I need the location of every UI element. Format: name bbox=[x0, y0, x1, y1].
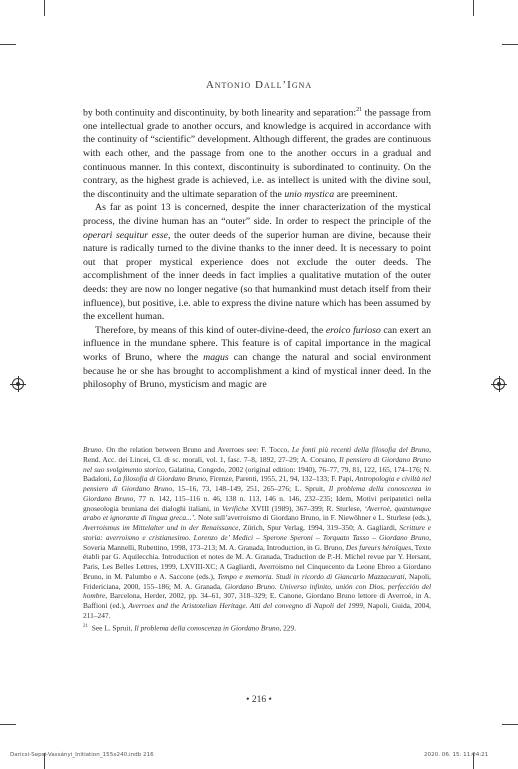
italic-title: Giordano Bruno. Universo infinito, unión con Dios, perfección del hombre bbox=[83, 581, 432, 601]
italic-title: La filosofia di Giordano Bruno bbox=[113, 474, 206, 484]
italic-title: Il problema della conoscenza in Giordano Bruno bbox=[83, 484, 431, 503]
paragraph bbox=[83, 104, 431, 201]
text-run: by both continuity and discontinuity, by both linearity and separation: bbox=[83, 107, 357, 119]
text-run: XVIII (1989), 367–399; R. Sturlese, bbox=[248, 503, 365, 513]
text-run: , the outer deeds of the superior human are divine, because their nature is radically turned to the divine thanks to the inner deed. It is necessary to point out that proper mystical experience does not exclude the outer deeds. The accomplishment of the inner deeds in fact implies a qualitative mutation of the outer deeds: they are now no longer negative (so that humankind must detach itself from their influence), but positive, i.e. able to express the divine nature which has been assumed by the excellent human. bbox=[83, 229, 431, 323]
italic-term: unio mystica bbox=[284, 188, 335, 200]
italic-title: Averroes and the Aristotelian Heritage. Atti del convegno di Napoli del 1999 bbox=[128, 601, 363, 610]
crop-mark bbox=[473, 0, 474, 16]
italic-title: Tempo e memoria. Studi in ricordo di Giancarlo Mazzacurati bbox=[217, 571, 405, 581]
text-run: , Soveria Mannelli, Rubettino, 1998, 173–213; M. A. Granada, Introduction, in G. Bruno, bbox=[83, 532, 431, 552]
text-run: , Rend. Acc. dei Lincei, Cl. di sc. morali, vol. 1, fasc. 7–8, 1892, 27–29; A. Corsano, bbox=[83, 445, 431, 464]
italic-title: ‘Averroè, quantumque arabo et ignorante di lingua greca...’. bbox=[83, 503, 431, 523]
text-run: , Texte établi par G. Aquilecchia. Introduction et notes de M. A. Granada, Traduction de P.-H. Michel revue par Y. Hersant, Paris, Les Belles Lettres, 1999, LXVIII-XC; A Gagliardi, Averroismo nel Cinquecento da Leone Ebreo a Giordano Bruno, in M. Palumbo e A. Saccone (eds.), bbox=[83, 542, 431, 581]
text-run: , Barcelona, Herder, 2002, pp. 34–61, 307, 318–329; E. Canone, Giordano Bruno lettore di Averroè, in A. Baffioni (ed.), bbox=[83, 591, 431, 610]
italic-title: Verifiche bbox=[222, 503, 249, 513]
italic-title: Il pensiero di Giordano Bruno nel suo svolgimento storico bbox=[83, 454, 431, 474]
paragraph bbox=[83, 201, 431, 323]
text-run: can change the natural and social environment because he or she has brought to accomplishment a kind of mystical inner deed. In the philosophy of Bruno, mysticism and magic are bbox=[83, 351, 431, 391]
text-run: , Napoli, Fridericiana, 2000, 155–186; M. A. Granada, bbox=[83, 571, 431, 591]
text-run: . On the relation between Bruno and Averroes see: F. Tocco, bbox=[101, 445, 292, 454]
text-run: Note sull’averroismo di Giordano Bruno, in F. Niewöhner e L. Sturlese (eds.), bbox=[195, 513, 431, 523]
crop-mark bbox=[0, 724, 16, 725]
italic-title: Averroismus im Mittelalter und in der Renaissance bbox=[83, 523, 239, 532]
text-run: , 77 n. 142, 115–116 n. 46, 138 n. 113, 146 n. 146, 232–235; Idem, Motivi peripatetici nella gnoseologia bruniana dei dialoghi italiani, in bbox=[83, 493, 431, 513]
paragraph bbox=[83, 324, 431, 392]
text-run: , 15–16, 73, 148–149, 251, 265–276; L. Spruit, bbox=[172, 484, 329, 493]
footnote bbox=[83, 622, 431, 633]
footnote bbox=[83, 445, 431, 621]
registration-mark-icon bbox=[493, 378, 505, 390]
footnotes bbox=[83, 445, 431, 633]
crop-mark bbox=[44, 0, 45, 16]
footnote-ref: 21 bbox=[356, 107, 363, 113]
italic-title: Des fureurs héroïques bbox=[345, 542, 412, 552]
text-run: , Galatina, Congedo, 2002 (original edition: 1940), 76–77, 79, 81, 122, 165, 174–176; N. Badaloni, bbox=[83, 464, 431, 484]
crop-mark bbox=[502, 44, 518, 45]
footnote-number: 21 bbox=[83, 623, 88, 629]
text-run: , 229. bbox=[279, 622, 297, 632]
page-number: • 216 • bbox=[246, 695, 272, 705]
italic-title: Il problema della conoscenza in Giordano Bruno bbox=[134, 622, 280, 632]
text-run: , Zürich, Spur Verlag, 1994, 319–350; A. Gagliardi, bbox=[238, 523, 400, 532]
text-run: , Firenze, Parenti, 1955, 21, 94, 132–133; F. Papi, bbox=[205, 474, 356, 484]
print-slug-timestamp: 2020. 06. 15. 11:04:21 bbox=[424, 752, 489, 758]
registration-mark-icon bbox=[12, 378, 24, 390]
crop-mark bbox=[502, 724, 518, 725]
italic-title: Le fonti più recenti della filosofia del Bruno bbox=[291, 445, 430, 454]
italic-title: Scritture e storia: averroismo e cristianesimo. Lorenzo de’ Medici – Sperone Speroni – Torquato Tasso – Giordano Bruno bbox=[83, 523, 431, 542]
text-run: can exert an influence in the mundane sphere. This feature is of capital importance in the magical works of Bruno, where the bbox=[83, 324, 431, 363]
text-run: , Napoli, Guida, 2004, 211–247. bbox=[83, 601, 431, 620]
text-run: See L. Spruit, bbox=[91, 622, 135, 632]
crop-mark bbox=[0, 44, 16, 45]
main-text bbox=[83, 104, 431, 392]
italic-term: eroico furioso bbox=[325, 324, 381, 336]
text-run: the passage from one intellectual grade to another occurs, and knowledge is acquired in accordance with the continuity of “scientific” development. Although different, the grades are continuous with each other, and the passage from one to the another occurs in a gradual and continuous manner. In this context, discontinuity is subordinated to continuity. On the contrary, as the highest grade is achieved, i.e. as intellect is united with the divine soul, the discontinuity and the ultimate separation of the bbox=[83, 107, 432, 200]
italic-title: Antropologia e civiltà nel pensiero di Giordano Bruno bbox=[83, 474, 432, 493]
print-slug-file: Daricsi-Sepsi-Vassányi_Initiation_155x240.indb 216 bbox=[10, 752, 154, 758]
italic-term: magus bbox=[203, 351, 229, 363]
running-head: Antonio Dall’Igna bbox=[205, 79, 313, 91]
italic-title: Bruno bbox=[83, 445, 102, 454]
italic-term: operari sequitur esse bbox=[83, 229, 168, 241]
text-run: are preeminent. bbox=[334, 188, 398, 200]
text-run: Therefore, by means of this kind of outer-divine-deed, the bbox=[95, 324, 326, 336]
text-run: As far as point 13 is concerned, despite the inner characterization of the mystical process, the divine human has an “outer” side. In order to respect the principle of the bbox=[83, 202, 431, 228]
